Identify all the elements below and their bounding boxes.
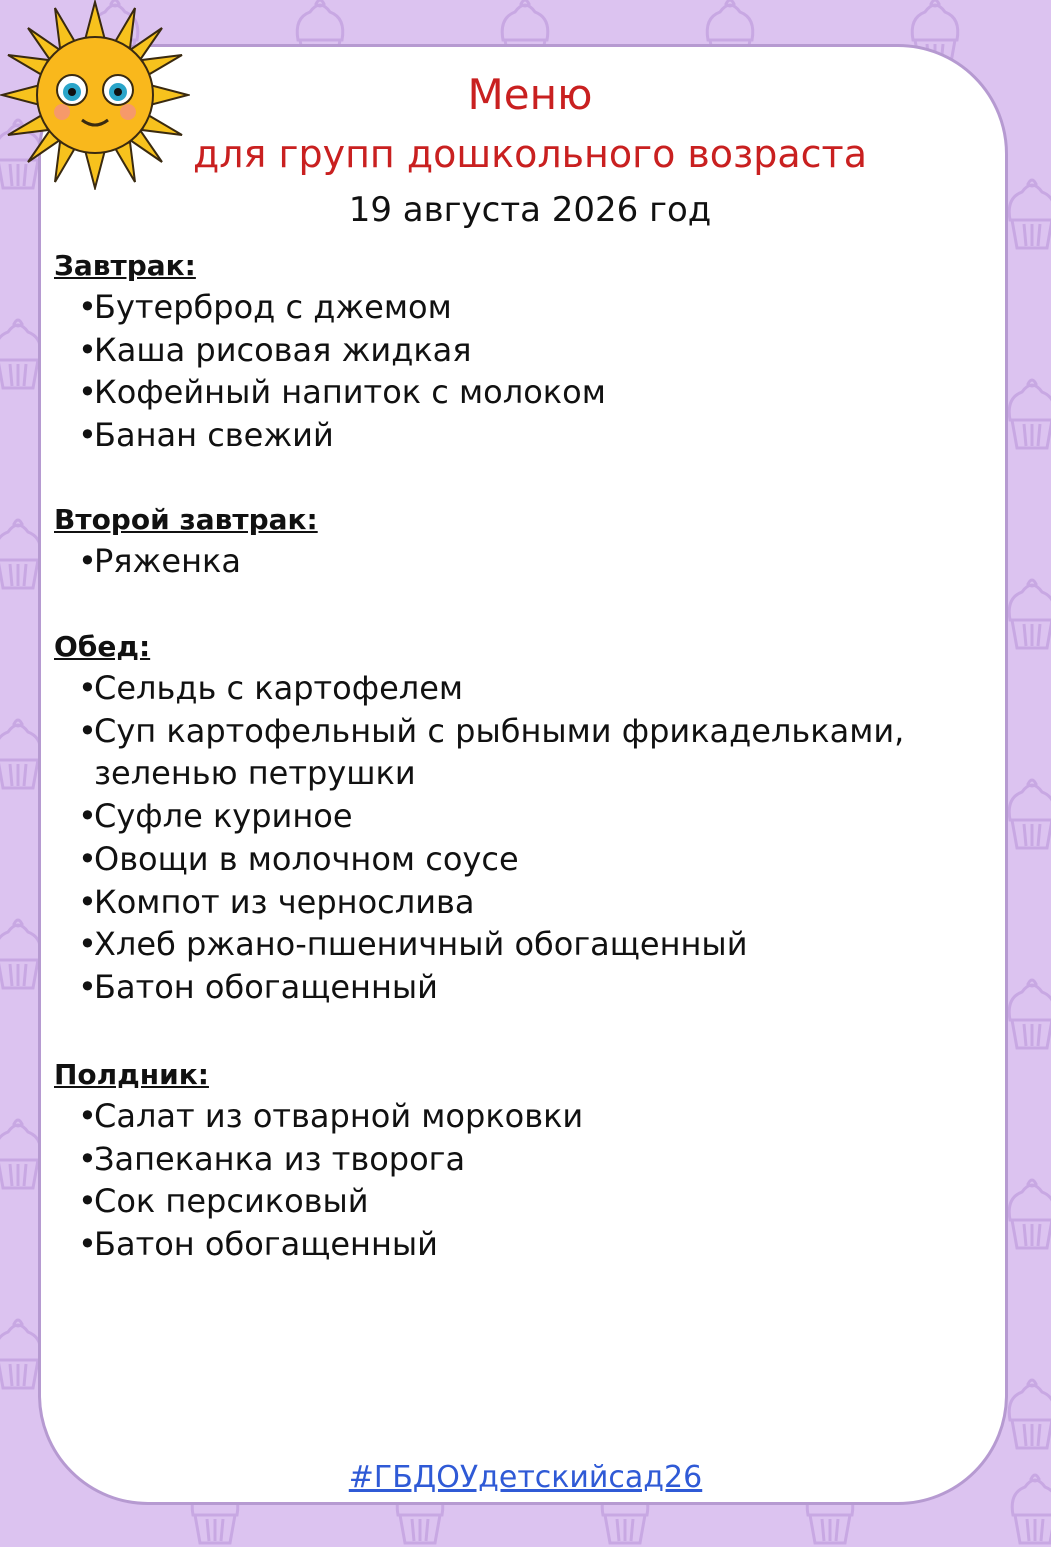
cupcake-icon <box>0 1320 41 1388</box>
cupcake-icon <box>1009 180 1051 248</box>
hashtag-link[interactable]: #ГБДОУдетскийсад26 <box>348 1460 703 1495</box>
section-heading: Второй завтрак: <box>54 503 318 536</box>
section-second-breakfast <box>54 500 318 583</box>
section-lunch <box>54 627 934 1009</box>
section-heading: Завтрак: <box>54 249 196 282</box>
menu-item: • Салат из отварной морковки <box>78 1097 584 1135</box>
menu-item: • Каша рисовая жидкая <box>78 330 472 369</box>
cupcake-icon <box>1009 580 1051 648</box>
menu-date: 19 августа 2026 год <box>348 190 712 230</box>
section-afternoon-snack <box>54 1055 583 1266</box>
menu-item: • Компот из чернослива <box>78 882 475 921</box>
cupcake-icon <box>1009 1380 1051 1448</box>
menu-item: • Суфле куриное <box>78 797 353 836</box>
cupcake-icon <box>1009 1180 1051 1248</box>
section-heading: Полдник: <box>54 1058 209 1091</box>
section-heading: Обед: <box>54 630 151 663</box>
cupcake-icon <box>0 520 41 588</box>
menu-item: • Запеканка из творога <box>78 1139 466 1178</box>
menu-item: • Кофейный напиток с молоком <box>78 373 606 412</box>
cupcake-icon <box>0 920 41 988</box>
menu-item: • Сельдь с картофелем <box>78 669 464 707</box>
menu-item: • Бутерброд с джемом <box>78 288 452 326</box>
cupcake-icon <box>1009 380 1051 448</box>
cupcake-icon <box>1009 980 1051 1048</box>
cupcake-icon <box>0 1120 41 1188</box>
cupcake-icon <box>0 320 41 388</box>
menu-item: • Ряженка <box>78 542 241 580</box>
menu-item: • Хлеб ржано-пшеничный обогащенный <box>78 925 748 964</box>
page-title: Меню <box>467 70 593 119</box>
menu-item: • Суп картофельный с рыбными фрикадельками, зеленью петрушки <box>78 711 905 793</box>
menu-item: • Батон обогащенный <box>78 967 438 1006</box>
section-breakfast <box>54 246 606 457</box>
cupcake-icon <box>1009 780 1051 848</box>
menu-item: • Банан свежий <box>78 416 334 455</box>
page-subtitle: для групп дошкольного возраста <box>193 132 867 176</box>
menu-item: • Батон обогащенный <box>78 1225 438 1264</box>
menu-item: • Овощи в молочном соусе <box>78 839 519 878</box>
cupcake-icon <box>0 720 41 788</box>
menu-item: • Сок персиковый <box>78 1182 369 1221</box>
